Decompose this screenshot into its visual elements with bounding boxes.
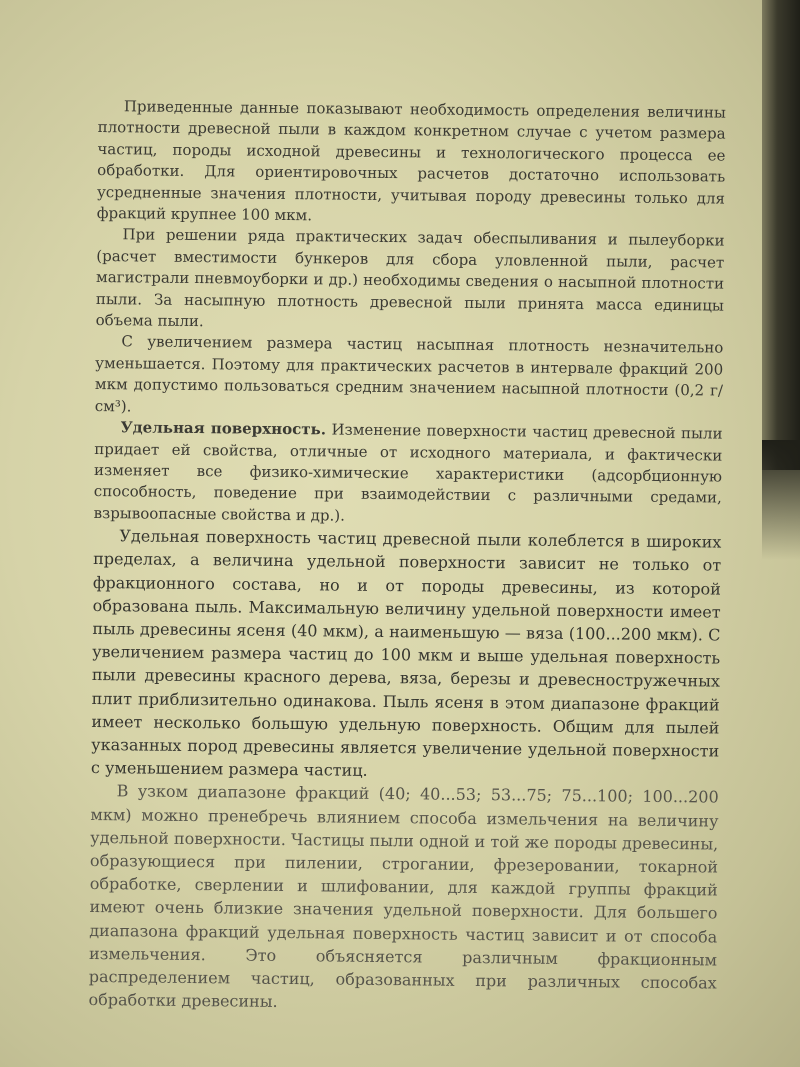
page-text	[88, 96, 726, 1018]
paragraph-3: С увеличением размера частиц насыпная плотность незначительно уменьшается. Поэтому для практических расчетов в интервале фракций 200 мкм допустимо пользоваться средним значением насыпной плотности (0,2 г/см³).	[94, 332, 724, 416]
section-specific-surface	[94, 417, 723, 531]
paragraph-6: В узком диапазоне фракций (40; 40...53; 53...75; 75...100; 100...200 мкм) можно пренебречь влиянием способа измельчения на величину удельной поверхности. Частицы пыли одной и той же породы древесины, образующиеся при пилении, строгании, фрезеровании, токарной обработке, сверлении и шлифовании, для каждой группы фракций имеют очень близкие значения удельной поверхности. Для большего диапазона фракций удельная поверхность частиц зависит и от способа измельчения. Это объясняется различным фракционным распределением частиц, образованных при различных способах обработки древесины.	[88, 781, 719, 1012]
lower-text	[88, 524, 721, 1018]
paragraph-1: Приведенные данные показывают необходимость определения величины плотности древесной пыли в каждом конкретном случае с учетом размера частиц, породы исходной древесины и технологического процесса ее обработки. Для ориентировочных расчетов достаточно использовать усредненные значения плотности, учитывая породу древесины только для фракций крупнее 100 мкм.	[96, 97, 726, 225]
paragraph-2: При решении ряда практических задач обеспыливания и пылеуборки (расчет вместимости бункеров для сбора уловленной пыли, расчет магистрали пневмоуборки и др.) необходимы сведения о насыпной плотности пыли. За насыпную плотность древесной пыли принята масса единицы объема пыли.	[95, 225, 725, 331]
paragraph-5: Удельная поверхность частиц древесной пыли колеблется в широких пределах, а величина удельной поверхности зависит не только от фракционного состава, но и от породы древесины, из которой образована пыль. Максимальную величину удельной поверхности имеет пыль древесины ясеня (40 мкм), а наименьшую — вяза (100...200 мкм). С увеличением размера частиц до 100 мкм и выше удельная поверхность пыли древесины красного дерева, вяза, березы и древесностружечных плит приблизительно одинакова. Пыль ясеня в этом диапазоне фракций имеет несколько большую удельную поверхность. Общим для пылей указанных пород древесины является увеличение удельной поверхности с уменьшением размера частиц.	[90, 526, 722, 781]
book-page-edge	[762, 0, 800, 470]
book-page-edge-shadow	[762, 440, 800, 560]
section-text: Изменение поверхности частиц древесной пыли придает ей свойства, отличные от исходного материала, и фактически изменяет все физико-химические характеристики (адсорбционную способность, поведение при взаимодействии с различными средами, взрывоопасные свойства и др.).	[93, 420, 723, 525]
section-heading: Удельная поверхность.	[120, 418, 327, 439]
